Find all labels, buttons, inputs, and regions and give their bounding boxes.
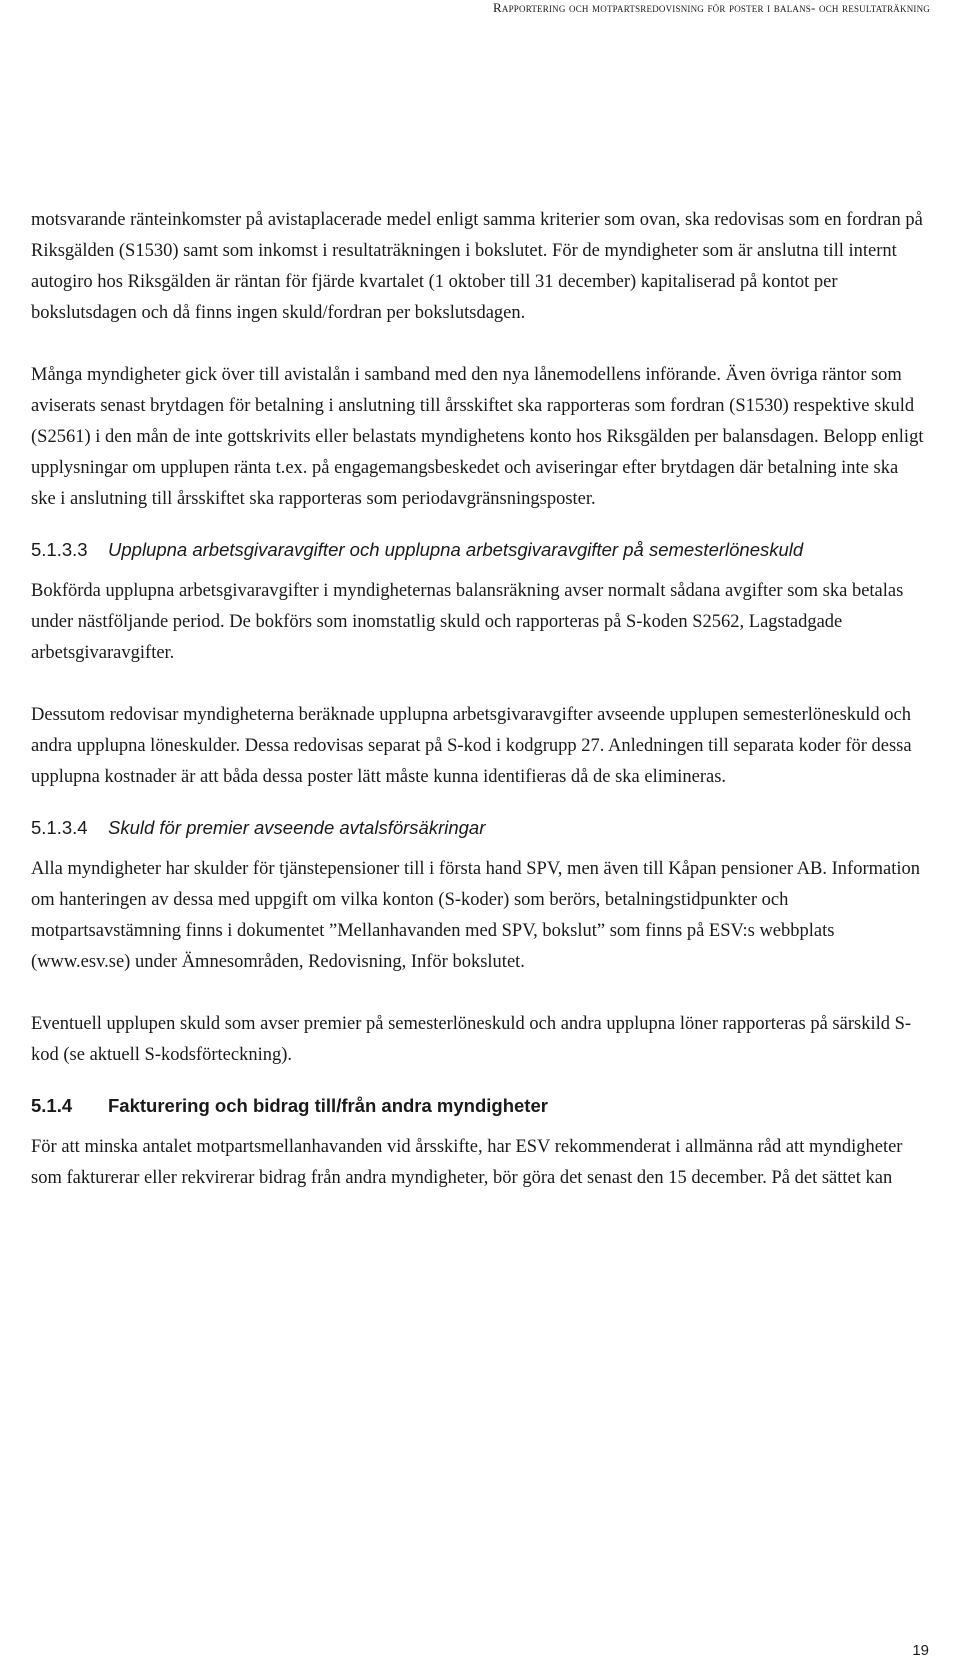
section-heading-5-1-3-3 — [31, 535, 926, 564]
section-title: Upplupna arbetsgivaravgifter och upplupna arbetsgivaravgifter på semesterlöneskuld — [108, 539, 804, 560]
paragraph-employer-contributions: Bokförda upplupna arbetsgivaravgifter i myndigheternas balansräkning avser normalt sådana avgifter som ska betalas under nästföljande period. De bokförs som inomstatlig skuld och rapporteras på S-koden S2562, Lagstadgade arbetsgivaravgifter. — [31, 581, 904, 663]
section-heading-5-1-4 — [31, 1091, 926, 1120]
document-body — [31, 205, 926, 1225]
paragraph-vacation-pay-contributions: Dessutom redovisar myndigheterna beräknade upplupna arbetsgivaravgifter avseende upplupen semesterlöneskuld och andra upplupna löneskulder. Dessa redovisas separat på S-kod i kodgrupp 27. Anledningen till separata koder för dessa upplupna kostnader är att båda dessa poster lätt måste kunna identifieras då de ska elimineras. — [31, 705, 912, 787]
running-header: Rapportering och motpartsredovisning för poster i balans- och resultaträkning — [493, 0, 930, 15]
paragraph-pension-debts: Alla myndigheter har skulder för tjänstepensioner till i första hand SPV, men även till Kåpan pensioner AB. Information om hanteringen av dessa med uppgift om vilka konton (S-koder) som berörs, betalningstidpunkter och motpartsavstämning finns i dokumentet ”Mellanhavanden med SPV, bokslut” som finns på ESV:s webbplats (www.esv.se) under Ämnesområden, Redovisning, Inför bokslutet. — [31, 859, 921, 972]
paragraph-avista-loans: Många myndigheter gick över till avistalån i samband med den nya lånemodellens införande. Även övriga räntor som aviserats senast brytdagen för betalning i anslutning till årsskiftet ska rapporteras som fordran (S1530) respektive skuld (S2561) i den mån de inte gottskrivits eller belastats myndighetens konto hos Riksgälden per balansdagen. Belopp enligt upplysningar om upplupen ränta t.ex. på engagemangsbeskedet och aviseringar efter brytdagen där betalning inte ska ske i anslutning till årsskiftet ska rapporteras som periodavgränsningsposter. — [31, 365, 924, 509]
section-heading-5-1-3-4 — [31, 813, 926, 842]
section-title: Fakturering och bidrag till/från andra myndigheter — [108, 1095, 548, 1116]
section-number: 5.1.3.4 — [31, 817, 88, 838]
paragraph-interest-income: motsvarande ränteinkomster på avistaplacerade medel enligt samma kriterier som ovan, ska redovisas som en fordran på Riksgälden (S1530) samt som inkomst i resultaträkningen i bokslutet. För de myndigheter som är anslutna till internt autogiro hos Riksgälden är räntan för fjärde kvartalet (1 oktober till 31 december) kapitaliserad på kontot per bokslutsdagen och då finns ingen skuld/fordran per bokslutsdagen. — [31, 210, 923, 323]
section-number: 5.1.4 — [31, 1095, 73, 1116]
page-number: 19 — [912, 1642, 929, 1659]
section-title: Skuld för premier avseende avtalsförsäkringar — [108, 817, 486, 838]
section-number: 5.1.3.3 — [31, 539, 88, 560]
paragraph-accrued-premiums: Eventuell upplupen skuld som avser premier på semesterlöneskuld och andra upplupna löner rapporteras på särskild S-kod (se aktuell S-kodsförteckning). — [31, 1014, 912, 1065]
paragraph-invoicing: För att minska antalet motpartsmellanhavanden vid årsskifte, har ESV rekommenderat i allmänna råd att myndigheter som fakturerar eller rekvirerar bidrag från andra myndigheter, bör göra det senast den 15 december. På det sättet kan — [31, 1137, 903, 1188]
